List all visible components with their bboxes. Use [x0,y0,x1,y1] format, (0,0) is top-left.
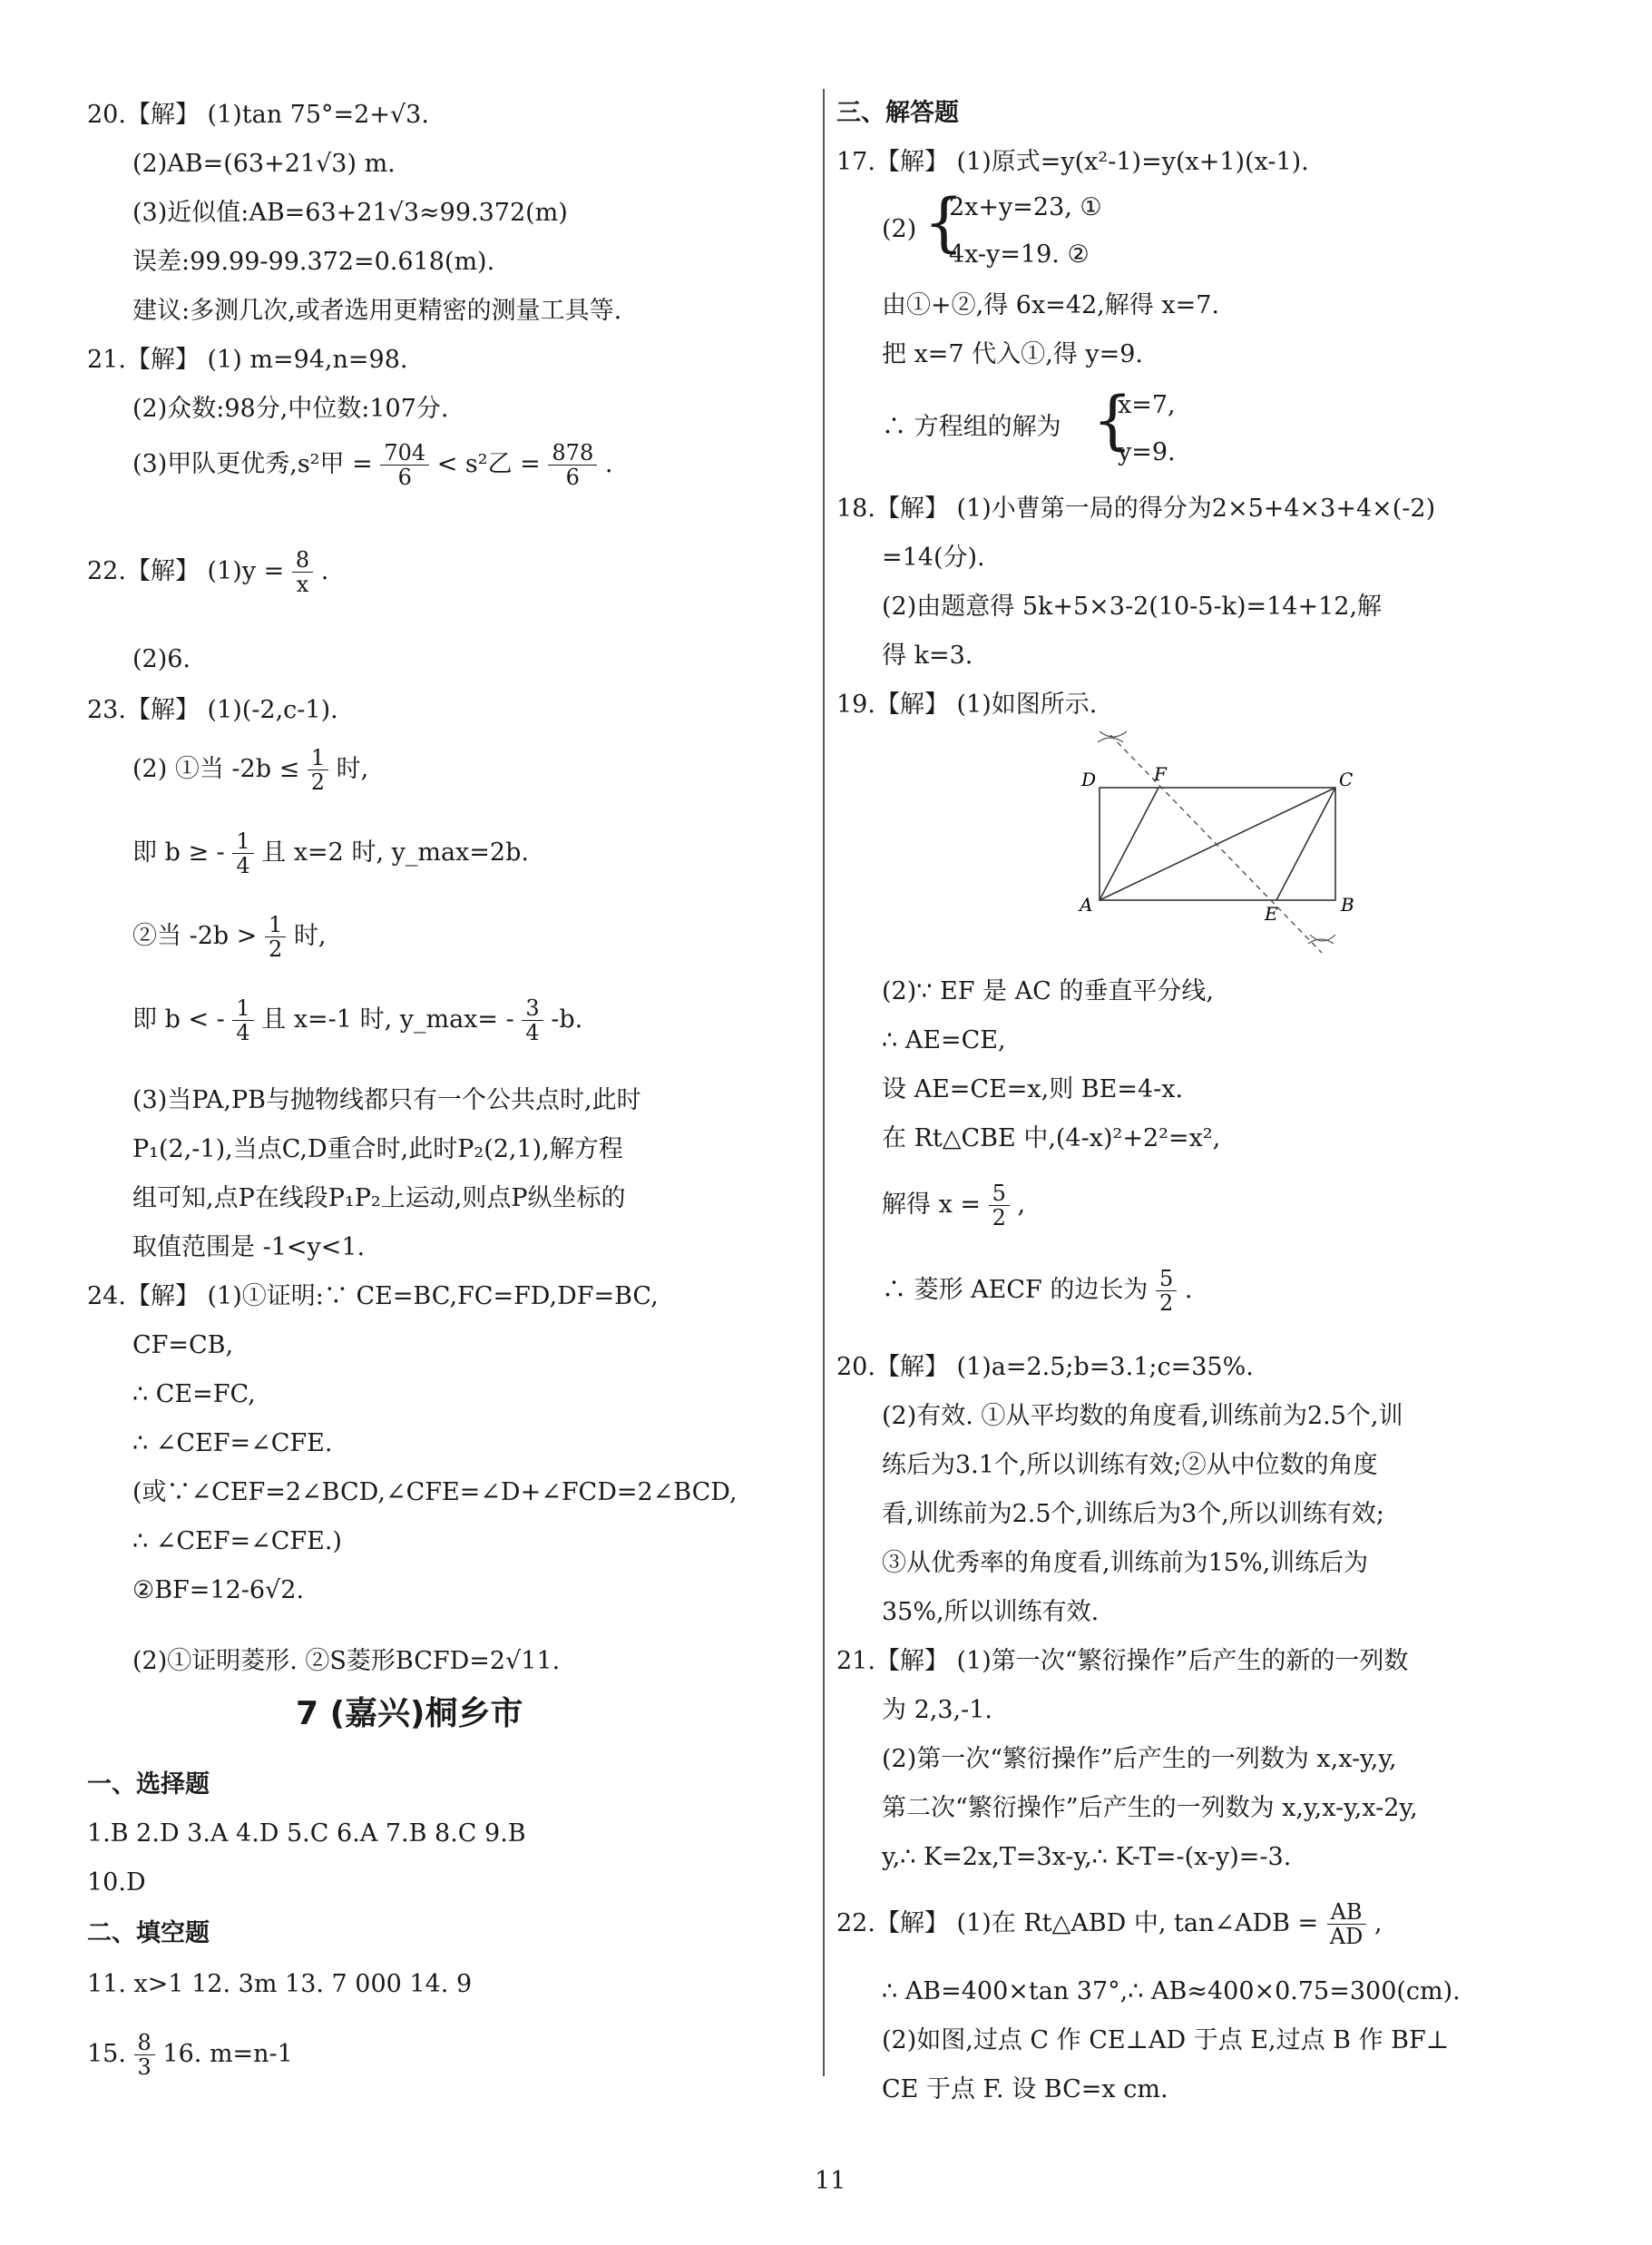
q20-part3: (3)近似值:AB=63+21√3≈99.372(m) [132,199,568,227]
q17-eq1: 2x+y=23, ① [949,193,1102,221]
q17-step1: 由①+②,得 6x=42,解得 x=7. [882,291,1219,319]
frac-num: 5 [1156,1267,1177,1291]
q19-part1: 19.【解】 (1)如图所示. [836,691,1098,719]
frac-den: 6 [565,465,580,490]
q21-part3-text: (3)甲队更优秀,s²甲 = [132,450,373,478]
heading-fill: 二、填空题 [87,1919,210,1947]
fraction-5-2 [1156,1267,1177,1315]
q18-part2-end: 得 k=3. [882,642,973,670]
q21-part2: (2)众数:98分,中位数:107分. [132,395,449,423]
q19-solve-text: 解得 x = [882,1191,982,1219]
q23-case2-result-end: -b. [551,1005,583,1034]
frac-den: 2 [310,770,326,795]
q24-l5: (或∵∠CEF=2∠BCD,∠CFE=∠D+∠FCD=2∠BCD, [132,1478,738,1506]
q21-part3-mid: < s²乙 = [436,450,541,478]
q23-case2-result [132,996,582,1044]
frac-num: 8 [134,2031,155,2055]
q19-part2-l1: (2)∵ EF 是 AC 的垂直平分线, [882,977,1214,1005]
label-C: C [1339,769,1354,790]
frac-den: 6 [397,465,412,490]
fraction-878-6 [548,441,597,489]
frac-num: AB [1327,1900,1366,1925]
q22r-l2: ∴ AB=400×tan 37°,∴ AB≈400×0.75=300(cm). [882,1977,1461,2005]
segment-AF [1100,788,1158,900]
frac-den: 4 [236,853,250,878]
q17-step2: 把 x=7 代入①,得 y=9. [882,340,1143,368]
q23-case2-result-mid: 且 x=-1 时, y_max= - [261,1005,514,1034]
fill-answers-2 [87,2031,293,2079]
fraction-1-4 [232,829,253,877]
q17-sol-y: y=9. [1118,438,1176,466]
q19-part2-l2: ∴ AE=CE, [882,1026,1006,1054]
q23-case2-text: ②当 -2b > [132,922,258,950]
q18-part1: 18.【解】 (1)小曹第一局的得分为2×5+4×3+4×(-2) [836,495,1436,523]
label-E: E [1265,903,1278,925]
q20r-l3: 练后为3.1个,所以训练有效;②从中位数的角度 [882,1451,1378,1479]
fraction-5-2 [989,1181,1010,1230]
q21-part3-end: . [604,450,613,478]
section-title: 7 (嘉兴)桐乡市 [296,1695,523,1732]
q23-case2-end: 时, [293,922,327,950]
fraction-8-3 [134,2031,155,2079]
q19-part2-l3: 设 AE=CE=x,则 BE=4-x. [882,1075,1184,1103]
frac-den: 4 [236,1020,250,1045]
q23-case2 [132,913,326,961]
q17-solution-label: ∴ 方程组的解为 [882,413,1061,441]
fraction-1-2 [308,746,328,794]
q23-part3-l3: 组可知,点P在线段P₁P₂上运动,则点P纵坐标的 [132,1184,626,1212]
q22r-l3: (2)如图,过点 C 作 CE⊥AD 于点 E,过点 B 作 BF⊥ [882,2026,1450,2054]
q17-sol-x: x=7, [1118,391,1176,419]
frac-den: 2 [268,936,283,962]
q17-part1: 17.【解】 (1)原式=y(x²-1)=y(x+1)(x-1). [836,148,1309,176]
q20-suggestion: 建议:多测几次,或者选用更精密的测量工具等. [132,297,622,325]
q17-part2-label: (2) [882,215,917,243]
q20r-l4: 看,训练前为2.5个,训练后为3个,所以训练有效; [882,1500,1384,1528]
segment-EC [1276,788,1335,900]
label-A: A [1080,894,1093,916]
q20-part2: (2)AB=(63+21√3) m. [132,150,396,178]
q20r-part1: 20.【解】 (1)a=2.5;b=3.1;c=35%. [836,1353,1254,1381]
q18-part1-end: =14(分). [882,544,985,572]
frac-num: 1 [232,996,253,1021]
frac-den: AD [1329,1924,1364,1949]
choice-answers-2: 10.D [87,1868,146,1897]
q23-part3-l2: P₁(2,-1),当点C,D重合时,此时P₂(2,1),解方程 [132,1135,623,1163]
system-brace-1: { [924,185,964,260]
frac-num: 1 [308,746,328,770]
q22-part1 [87,548,328,596]
q23-case1-end: 时, [336,755,369,783]
q24-l6: ∴ ∠CEF=∠CFE.) [132,1527,342,1555]
q20r-l2: (2)有效. ①从平均数的角度看,训练前为2.5个,训 [882,1402,1403,1430]
q22-part1-end: . [320,557,329,585]
fill-15-label: 15. [87,2040,126,2068]
frac-num: 8 [292,548,313,573]
q19-part2-l6 [882,1267,1192,1315]
perpendicular-bisector-EF [1110,735,1322,953]
label-B: B [1341,894,1354,916]
fraction-AB-AD [1326,1900,1367,1948]
q23-case2-result-text: 即 b < - [132,1005,225,1034]
q23-case1-result-text: 即 b ≥ - [132,838,225,867]
construction-arc [1100,731,1127,737]
q17-eq2: 4x-y=19. ② [949,240,1090,269]
q23-part3-l1: (3)当PA,PB与抛物线都只有一个公共点时,此时 [132,1086,641,1114]
frac-den: x [296,572,309,597]
construction-arc [1098,738,1123,742]
q21-part3 [132,441,612,489]
q21r-l5: y,∴ K=2x,T=3x-y,∴ K-T=-(x-y)=-3. [882,1843,1292,1871]
frac-num: 3 [522,996,543,1021]
q21r-l3: (2)第一次“繁衍操作”后产生的一列数为 x,x-y,y, [882,1745,1397,1773]
q23-case1-result [132,829,529,877]
q22-part1-text: 22.【解】 (1)y = [87,557,285,585]
q21r-l4: 第二次“繁衍操作”后产生的一列数为 x,y,x-y,x-2y, [882,1794,1418,1822]
frac-num: 5 [989,1181,1010,1206]
q19-part2-l4: 在 Rt△CBE 中,(4-x)²+2²=x², [882,1124,1221,1152]
q21r-l2: 为 2,3,-1. [882,1696,992,1724]
fraction-704-6 [380,441,429,489]
q22r-text: 22.【解】 (1)在 Rt△ABD 中, tan∠ADB = [836,1909,1319,1937]
q19-rhombus-text: ∴ 菱形 AECF 的边长为 [882,1276,1149,1304]
choice-answers: 1.B 2.D 3.A 4.D 5.C 6.A 7.B 8.C 9.B [87,1819,526,1848]
q22r-end: , [1373,1909,1383,1937]
frac-den: 4 [525,1020,540,1045]
q20r-l6: 35%,所以训练有效. [882,1598,1100,1626]
page-number: 11 [815,2167,846,2195]
q22r-l4: CE 于点 F. 设 BC=x cm. [882,2075,1168,2103]
q23-part3-l4: 取值范围是 -1<y<1. [132,1233,366,1261]
frac-num: 1 [265,913,286,937]
q23-case1-result-end: 且 x=2 时, y_max=2b. [261,838,529,867]
q24-l3: ∴ CE=FC, [132,1380,256,1408]
q20-part1: 20.【解】 (1)tan 75°=2+√3. [87,101,429,129]
diagonal-AC [1100,788,1335,900]
heading-solutions: 三、解答题 [836,99,959,127]
frac-den: 3 [137,2054,152,2080]
q24-part1: 24.【解】 (1)①证明:∵ CE=BC,FC=FD,DF=BC, [87,1282,659,1310]
frac-num: 1 [232,829,253,854]
q24-l4: ∴ ∠CEF=∠CFE. [132,1429,333,1457]
fraction-1-4 [232,996,253,1044]
q21-part1: 21.【解】 (1) m=94,n=98. [87,346,408,374]
q24-part2: (2)①证明菱形. ②S菱形BCFD=2√11. [132,1647,561,1675]
q19-part2-l5 [882,1181,1025,1230]
frac-num: 878 [548,441,597,466]
frac-den: 2 [1158,1290,1174,1316]
fill-answers: 11. x>1 12. 3m 13. 7 000 14. 9 [87,1970,473,1998]
q24-l2: CF=CB, [132,1331,234,1359]
system-brace-2: { [1092,383,1133,457]
q23-part1: 23.【解】 (1)(-2,c-1). [87,696,338,724]
q23-case1 [132,746,368,794]
q19-rhombus-end: . [1184,1276,1193,1304]
frac-num: 704 [380,441,429,466]
q20r-l5: ③从优秀率的角度看,训练前为15%,训练后为 [882,1549,1369,1577]
column-divider [823,89,825,2076]
label-D: D [1081,769,1097,790]
q21r-part1: 21.【解】 (1)第一次“繁衍操作”后产生的新的一列数 [836,1647,1409,1675]
fraction-3-4 [522,996,543,1044]
fraction-1-2 [265,913,286,961]
q19-solve-end: , [1017,1191,1026,1219]
frac-den: 2 [992,1205,1006,1230]
q22r-part1 [836,1900,1383,1948]
q23-case1-text: (2) ①当 -2b ≤ [132,755,300,783]
q24-l7: ②BF=12-6√2. [132,1576,305,1604]
heading-choice: 一、选择题 [87,1770,210,1799]
q20-error: 误差:99.99-99.372=0.618(m). [132,248,495,276]
rectangle-figure [1063,724,1363,960]
fill-16: 16. m=n-1 [162,2040,293,2068]
q18-part2: (2)由题意得 5k+5×3-2(10-5-k)=14+12,解 [882,593,1383,621]
fraction-8-x [292,548,313,596]
q22-part2: (2)6. [132,645,191,673]
label-F: F [1154,763,1167,785]
